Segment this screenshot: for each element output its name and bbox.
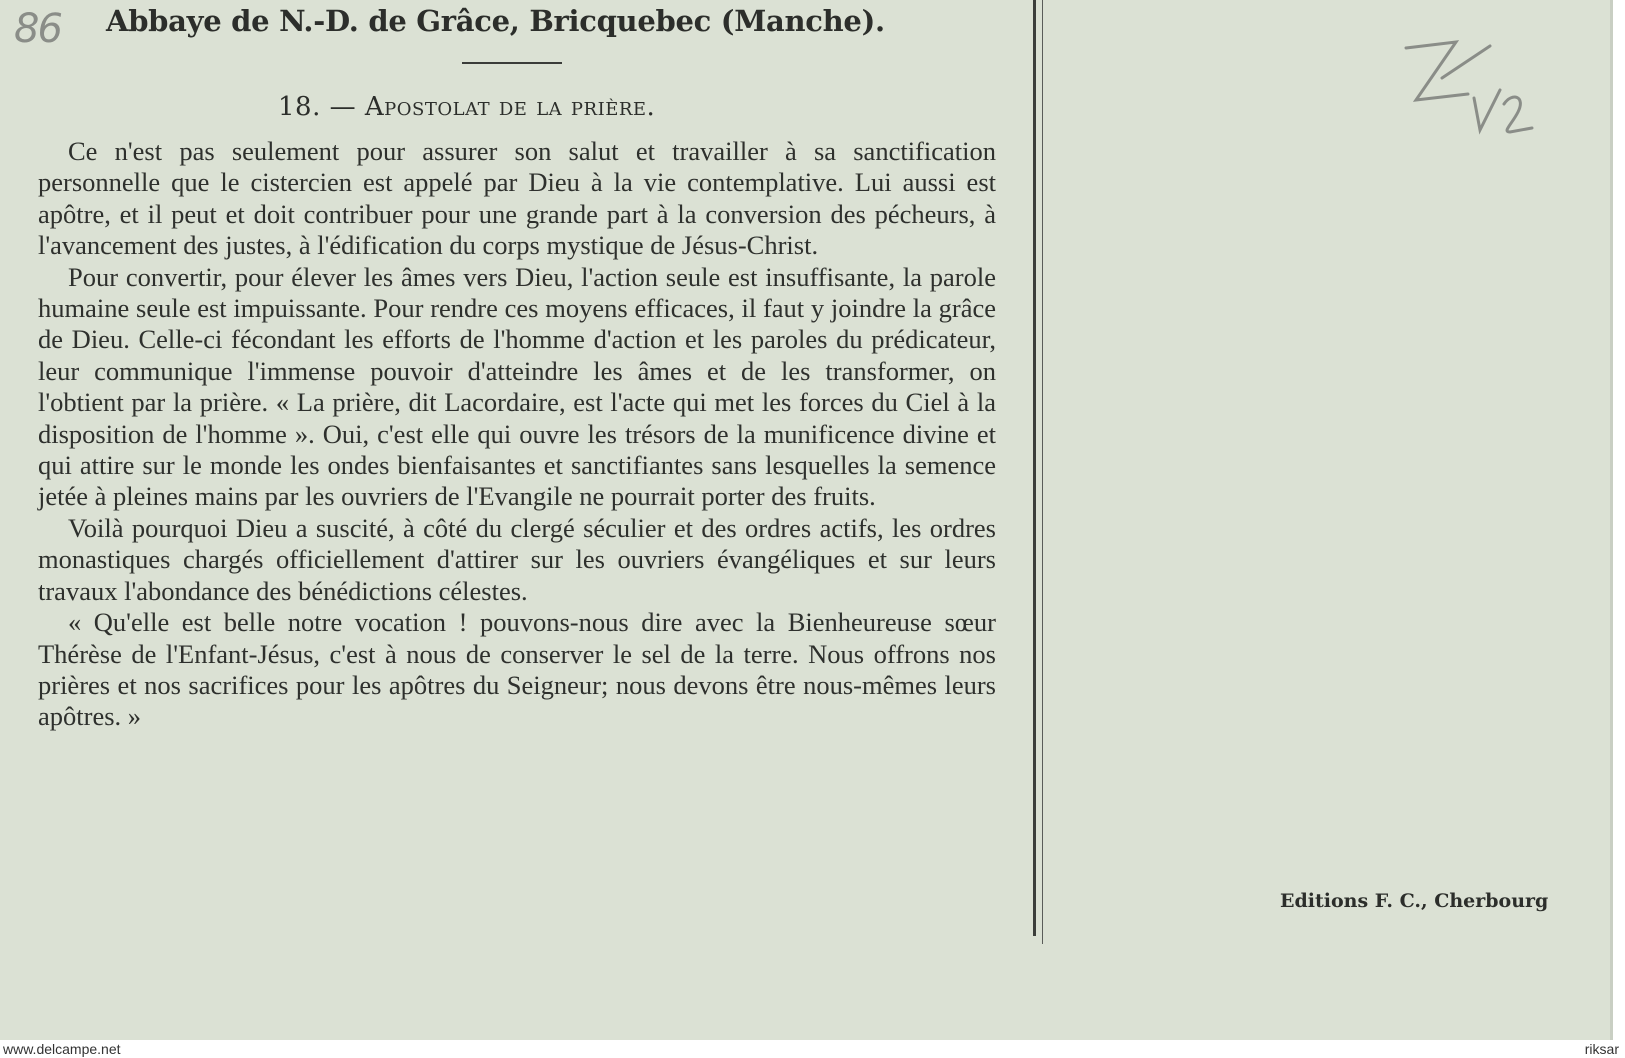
- section-title: Apostolat de la prière.: [364, 92, 656, 122]
- publisher-credit: Editions F. C., Cherbourg: [1280, 890, 1549, 912]
- divider-line-thick: [1033, 0, 1036, 936]
- watermark-seller: riksar: [1584, 1041, 1619, 1057]
- handwritten-note-right: [1398, 38, 1538, 148]
- title-divider: [462, 62, 562, 64]
- watermark-site[interactable]: www.delcampe.net: [3, 1041, 121, 1057]
- body-text: [38, 136, 996, 733]
- watermark-bar: [0, 1040, 1625, 1058]
- divider-line-thin: [1042, 0, 1043, 944]
- section-number: 18. —: [278, 92, 357, 122]
- paragraph-4: « Qu'elle est belle notre vocation ! pouvons-nous dire avec la Bienheureuse sœur Thérèse de l'Enfant-Jésus, c'est à nous de conserver le sel de la terre. Nous offrons nos prières et nos sacrifices pour les apôtres du Seigneur; nous devons être nous-mêmes leurs apôtres. »: [38, 607, 996, 732]
- paragraph-3: Voilà pourquoi Dieu a suscité, à côté du clergé séculier et des ordres actifs, les ordres monastiques chargés officiellement d'attirer sur les ouvriers évangéliques et sur leurs travaux l'abondance des bénédictions célestes.: [38, 512, 996, 606]
- section-heading: [278, 92, 655, 122]
- paragraph-1: Ce n'est pas seulement pour assurer son salut et travailler à sa sanctification personnelle que le cistercien est appelé par Dieu à la vie contemplative. Lui aussi est apôtre, et il peut et doit contribuer pour une grande part à la conversion des pécheurs, à l'avancement des justes, à l'édification du corps mystique de Jésus-Christ.: [38, 136, 996, 261]
- abbey-title: Abbaye de N.-D. de Grâce, Bricquebec (Manche).: [106, 4, 885, 38]
- handwritten-note-left: 86: [14, 6, 61, 52]
- paragraph-2: Pour convertir, pour élever les âmes vers Dieu, l'action seule est insuffisante, la parole humaine seule est impuissante. Pour rendre ces moyens efficaces, il faut y joindre la grâce de Dieu. Celle-ci fécondant les efforts de l'homme d'action et les paroles du prédicateur, leur communique l'immense pouvoir d'atteindre les âmes et de les transformer, on l'obtient par la prière. « La prière, dit Lacordaire, est l'acte qui met les forces du Ciel à la disposition de l'homme ». Oui, c'est elle qui ouvre les trésors de la munificence divine et qui attire sur le monde les ondes bienfaisantes et sanctifiantes sans lesquelles la semence jetée à pleines mains par les ouvriers de l'Evangile ne pourrait porter des fruits.: [38, 261, 996, 512]
